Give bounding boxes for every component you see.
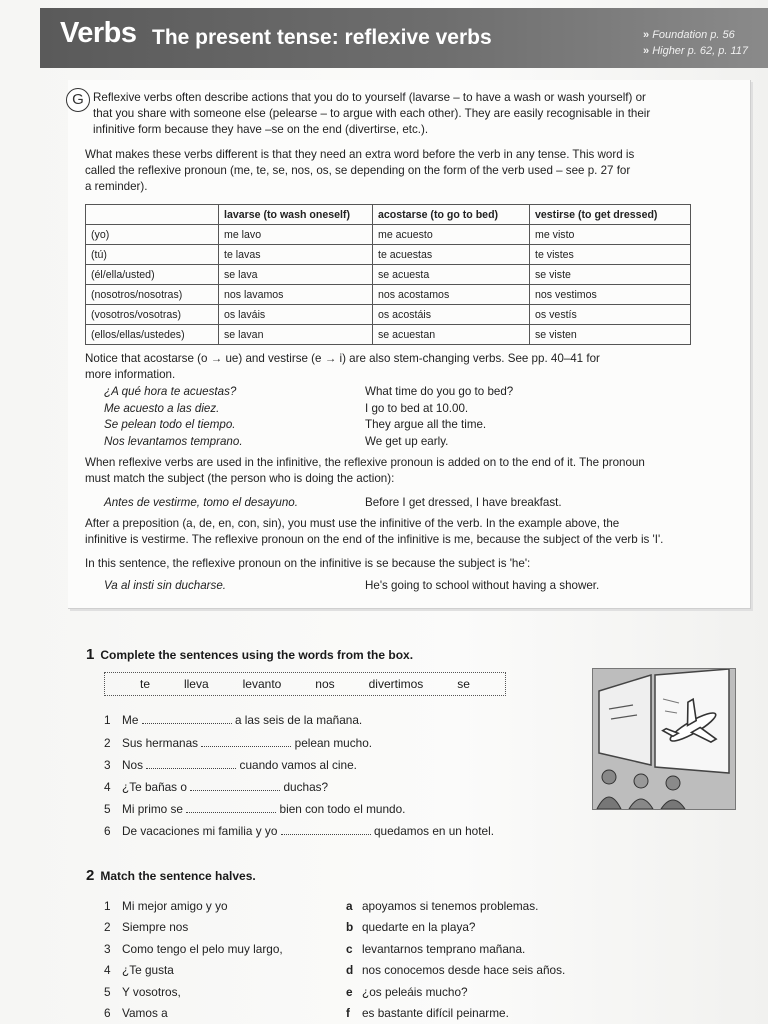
item-text: nos conocemos desde hace seis años. bbox=[362, 963, 566, 977]
sentence-after: bien con todo el mundo. bbox=[279, 802, 406, 816]
example-es: ¿A qué hora te acuestas? bbox=[104, 385, 237, 398]
sentence-after: cuando vamos al cine. bbox=[239, 758, 357, 772]
item-number: 2 bbox=[104, 920, 111, 934]
sentence-after: a las seis de la mañana. bbox=[234, 713, 363, 727]
item-text: es bastante difícil peinarme. bbox=[362, 1006, 509, 1020]
match-left-item bbox=[104, 1006, 168, 1020]
preposition-line2: infinitive is vestirme. The reflexive pronoun on the end of the infinitive is me, because the subject of the verb is 'I'. bbox=[85, 533, 664, 546]
item-text: Como tengo el pelo muy largo, bbox=[122, 942, 283, 956]
table-cell: os acostáis bbox=[373, 305, 530, 325]
answer-blank[interactable] bbox=[186, 802, 276, 813]
word-box bbox=[104, 672, 506, 696]
sentence-number: 2 bbox=[104, 736, 111, 750]
example-insti-es: Va al insti sin ducharse. bbox=[104, 579, 227, 592]
sentence-before: De vacaciones mi familia y yo bbox=[122, 824, 278, 838]
table-row bbox=[86, 285, 691, 305]
match-right-item bbox=[346, 942, 525, 956]
answer-blank[interactable] bbox=[142, 713, 232, 724]
exercise1-sentence bbox=[104, 780, 328, 794]
foundation-ref: » Foundation p. 56 bbox=[643, 27, 748, 43]
table-cell: te vistes bbox=[530, 245, 691, 265]
table-cell: se viste bbox=[530, 265, 691, 285]
sentence-number: 3 bbox=[104, 758, 111, 772]
item-text: Siempre nos bbox=[122, 920, 189, 934]
match-right-item bbox=[346, 1006, 509, 1020]
grammar-icon: G bbox=[66, 88, 90, 112]
answer-blank[interactable] bbox=[281, 824, 371, 835]
table-header-row bbox=[86, 205, 691, 225]
example-en: They argue all the time. bbox=[365, 418, 487, 431]
sentence-number: 5 bbox=[104, 802, 111, 816]
word-option: se bbox=[457, 677, 470, 691]
table-cell: se acuestan bbox=[373, 325, 530, 345]
word-option: levanto bbox=[242, 677, 282, 691]
match-right-item bbox=[346, 985, 468, 999]
match-right-item bbox=[346, 920, 475, 934]
grammar-para1-line2: that you share with someone else (pelearse – to argue with each other). They are easily recognisable in their bbox=[93, 107, 651, 120]
item-number: 6 bbox=[104, 1006, 111, 1020]
higher-ref: » Higher p. 62, p. 117 bbox=[643, 43, 748, 59]
answer-blank[interactable] bbox=[201, 736, 291, 747]
table-cell: nos vestimos bbox=[530, 285, 691, 305]
notice-line2: more information. bbox=[85, 368, 176, 381]
match-left-item bbox=[104, 942, 283, 956]
item-letter: d bbox=[346, 963, 354, 977]
infinitive-line2: must match the subject (the person who is doing the action): bbox=[85, 472, 395, 485]
table-cell: se lavan bbox=[219, 325, 373, 345]
table-row bbox=[86, 225, 691, 245]
table-header-cell: vestirse (to get dressed) bbox=[530, 205, 691, 225]
match-right-item bbox=[346, 899, 538, 913]
exercise1-sentence bbox=[104, 736, 372, 750]
match-left-item bbox=[104, 899, 228, 913]
sentence-before: Nos bbox=[122, 758, 143, 772]
exercise1-sentence bbox=[104, 824, 494, 838]
example-en: I go to bed at 10.00. bbox=[365, 401, 469, 415]
table-cell: (tú) bbox=[86, 245, 219, 265]
match-left-item bbox=[104, 985, 181, 999]
page-subtitle: The present tense: reflexive verbs bbox=[152, 26, 492, 49]
reflexive-verb-table bbox=[85, 204, 691, 345]
example-en: What time do you go to bed? bbox=[365, 385, 514, 398]
exercise1-sentence bbox=[104, 758, 357, 772]
grammar-para2-line2: called the reflexive pronoun (me, te, se, nos, os, se depending on the form of the verb used – see p. 27 for bbox=[85, 164, 631, 177]
sentence-after: duchas? bbox=[283, 780, 329, 794]
exercise1-title bbox=[86, 646, 413, 663]
page-references bbox=[643, 27, 748, 59]
word-option: lleva bbox=[183, 677, 209, 691]
item-text: Y vosotros, bbox=[122, 985, 181, 999]
item-text: levantarnos temprano mañana. bbox=[362, 942, 526, 956]
sentence-number: 6 bbox=[104, 824, 111, 838]
answer-blank[interactable] bbox=[146, 758, 236, 769]
grammar-para1-line3: infinitive form because they have –se on the end (divertirse, etc.). bbox=[93, 123, 429, 136]
table-row bbox=[86, 265, 691, 285]
table-header-cell: lavarse (to wash oneself) bbox=[219, 205, 373, 225]
item-text: apoyamos si tenemos problemas. bbox=[362, 899, 539, 913]
example-es: Me acuesto a las diez. bbox=[104, 401, 220, 415]
word-option: te bbox=[139, 677, 150, 691]
table-cell: se lava bbox=[219, 265, 373, 285]
table-row bbox=[86, 325, 691, 345]
word-option: divertimos bbox=[368, 677, 424, 691]
notice-line1: Notice that acostarse (o → ue) and vestirse (e → i) are also stem-changing verbs. See pp. 40–41 for bbox=[85, 352, 600, 365]
page-title: Verbs bbox=[60, 17, 137, 49]
item-letter: a bbox=[346, 899, 353, 913]
cinema-scene-icon bbox=[593, 669, 735, 809]
item-text: ¿Te gusta bbox=[122, 963, 174, 977]
example-before-es: Antes de vestirme, tomo el desayuno. bbox=[104, 496, 298, 509]
example-es: Se pelean todo el tiempo. bbox=[104, 418, 236, 431]
exercise2-number: 2 bbox=[86, 867, 95, 884]
item-number: 3 bbox=[104, 942, 111, 956]
sentence-after: quedamos en un hotel. bbox=[373, 824, 494, 838]
exercise2-instruction: Match the sentence halves. bbox=[100, 869, 256, 883]
table-cell: os vestís bbox=[530, 305, 691, 325]
grammar-para2-line3: a reminder). bbox=[85, 180, 148, 193]
header-banner bbox=[40, 8, 768, 68]
item-letter: e bbox=[346, 985, 353, 999]
sentence-before: ¿Te bañas o bbox=[122, 780, 187, 794]
exercise1-sentence bbox=[104, 713, 362, 727]
item-number: 5 bbox=[104, 985, 111, 999]
table-cell: me acuesto bbox=[373, 225, 530, 245]
table-cell: te acuestas bbox=[373, 245, 530, 265]
item-text: quedarte en la playa? bbox=[362, 920, 476, 934]
table-cell: os laváis bbox=[219, 305, 373, 325]
sentence-number: 4 bbox=[104, 780, 111, 794]
infinitive-line1: When reflexive verbs are used in the infinitive, the reflexive pronoun is added on to the end of it. The pronoun bbox=[85, 456, 645, 469]
item-number: 1 bbox=[104, 899, 111, 913]
english-examples bbox=[365, 384, 513, 450]
cinema-illustration bbox=[592, 668, 736, 810]
table-cell: (vosotros/vosotras) bbox=[86, 305, 219, 325]
exercise2-title bbox=[86, 867, 256, 884]
spanish-examples bbox=[104, 384, 243, 450]
example-insti-en: He's going to school without having a shower. bbox=[365, 579, 600, 592]
match-left-item bbox=[104, 920, 188, 934]
table-cell: (él/ella/usted) bbox=[86, 265, 219, 285]
table-header-cell: acostarse (to go to bed) bbox=[373, 205, 530, 225]
item-text: ¿os peleáis mucho? bbox=[362, 985, 468, 999]
example-before-en: Before I get dressed, I have breakfast. bbox=[365, 496, 562, 509]
example-es: Nos levantamos temprano. bbox=[104, 434, 243, 448]
item-letter: b bbox=[346, 920, 354, 934]
table-cell: me visto bbox=[530, 225, 691, 245]
table-cell: te lavas bbox=[219, 245, 373, 265]
exercise1-sentence bbox=[104, 802, 405, 816]
table-row bbox=[86, 305, 691, 325]
table-cell: me lavo bbox=[219, 225, 373, 245]
exercise1-instruction: Complete the sentences using the words from the box. bbox=[100, 648, 414, 662]
word-option: nos bbox=[315, 677, 335, 691]
table-cell: nos lavamos bbox=[219, 285, 373, 305]
sentence-before: Sus hermanas bbox=[122, 736, 199, 750]
table-cell: se acuesta bbox=[373, 265, 530, 285]
match-left-item bbox=[104, 963, 174, 977]
sentence-before: Mi primo se bbox=[122, 802, 183, 816]
table-cell: nos acostamos bbox=[373, 285, 530, 305]
table-cell: (yo) bbox=[86, 225, 219, 245]
sentence-after: pelean mucho. bbox=[294, 736, 373, 750]
match-right-item bbox=[346, 963, 565, 977]
grammar-para2-line1: What makes these verbs different is that they need an extra word before the verb in any tense. This word is bbox=[85, 148, 635, 161]
item-text: Mi mejor amigo y yo bbox=[122, 899, 228, 913]
exercise1-number: 1 bbox=[86, 646, 95, 663]
preposition-line1: After a preposition (a, de, en, con, sin), you must use the infinitive of the verb. In the example above, the bbox=[85, 517, 620, 530]
example-en: We get up early. bbox=[365, 434, 449, 448]
item-letter: c bbox=[346, 942, 353, 956]
table-row bbox=[86, 245, 691, 265]
item-text: Vamos a bbox=[122, 1006, 168, 1020]
this-sentence-line: In this sentence, the reflexive pronoun on the infinitive is se because the subject is 'he': bbox=[85, 557, 531, 570]
item-letter: f bbox=[346, 1006, 350, 1020]
table-header-cell bbox=[86, 205, 219, 225]
table-cell: se visten bbox=[530, 325, 691, 345]
sentence-before: Me bbox=[122, 713, 139, 727]
sentence-number: 1 bbox=[104, 713, 111, 727]
table-cell: (nosotros/nosotras) bbox=[86, 285, 219, 305]
grammar-para1-line1: Reflexive verbs often describe actions that you do to yourself (lavarse – to have a wash or wash yourself) or bbox=[93, 91, 646, 104]
answer-blank[interactable] bbox=[190, 780, 280, 791]
table-cell: (ellos/ellas/ustedes) bbox=[86, 325, 219, 345]
item-number: 4 bbox=[104, 963, 111, 977]
